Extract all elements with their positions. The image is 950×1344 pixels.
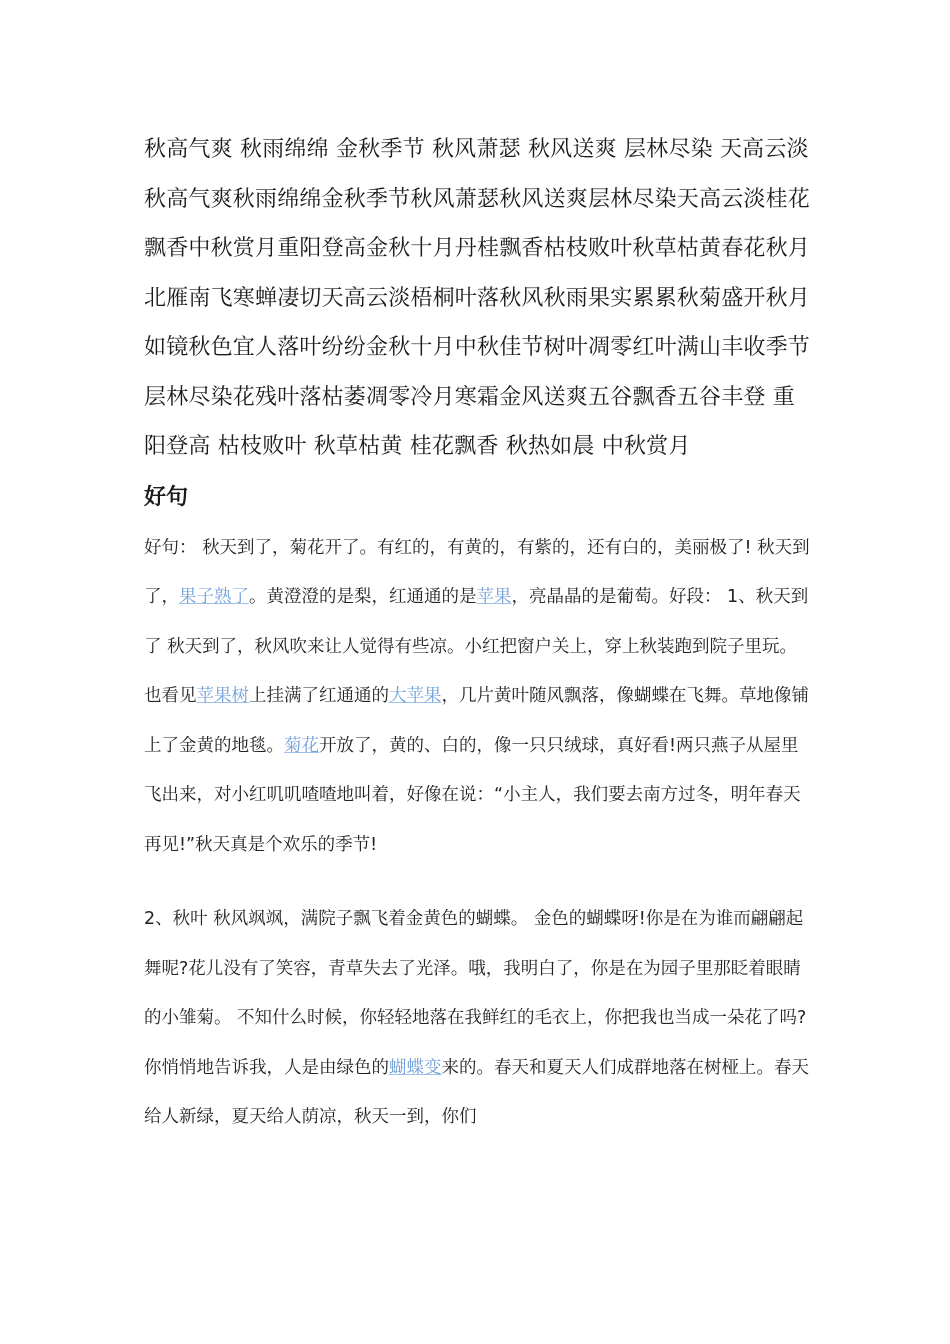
link-butterfly-change[interactable]: 蝴蝶变 (389, 1057, 442, 1078)
link-fruit-ripe[interactable]: 果子熟了 (179, 587, 249, 607)
vocab-paragraph: 秋高气爽 秋雨绵绵 金秋季节 秋风萧瑟 秋风送爽 层林尽染 天高云淡 秋高气爽秋雨绵绵金秋季节秋风萧瑟秋风送爽层林尽染天高云淡桂花飘香中秋赏月重阳登高金秋十月丹桂飘香枯枝败叶秋草枯黄春花秋月北雁南飞寒蝉凄切天高云淡梧桐叶落秋风秋雨果实累累秋菊盛开秋月如镜秋色宜人落叶纷纷金秋十月中秋佳节树叶凋零红叶满山丰收季节层林尽染花残叶落枯萎凋零冷月寒霜金风送爽五谷飘香五谷丰登 重阳登高 枯枝败叶 秋草枯黄 桂花飘香 秋热如晨 中秋赏月 (144, 137, 811, 459)
section-heading: 好句 (144, 484, 189, 510)
link-apple-tree[interactable]: 苹果树 (196, 686, 249, 706)
document-content (144, 125, 814, 1143)
paragraph-autumn-leaves: 2、秋叶 秋风飒飒，满院子飘飞着金黄色的蝴蝶。 金色的蝴蝶呀!你是在为谁而翩翩起舞呢?花儿没有了笑容，青草失去了光泽。哦，我明白了，你是在为园子里那眨着眼睛的小雏菊。 不知什么时候，你轻轻地落在我鲜红的毛衣上，你把我也当成一朵花了吗? 你悄悄地告诉我，人是由绿色的蝴蝶变来的。春天和夏天人们成群地落在树桠上。春天给人新绿，夏天给人荫凉，秋天一到，你们 (144, 909, 809, 1127)
paragraph-gap (144, 870, 814, 895)
link-apple[interactable]: 苹果 (476, 587, 512, 607)
paragraph-good-sentences: 好句： 秋天到了，菊花开了。有红的，有黄的，有紫的，还有白的，美丽极了! 秋天到了，果子熟了。黄澄澄的是梨，红通通的是苹果，亮晶晶的是葡萄。好段： 1、秋天到了 秋天到了，秋风吹来让人觉得有些凉。小红把窗户关上，穿上秋装跑到院子里玩。也看见苹果树上挂满了红通通的大苹果，几片黄叶随风飘落，像蝴蝶在飞舞。草地像铺上了金黄的地毯。菊花开放了，黄的、白的，像一只只绒球，真好看!两只燕子从屋里飞出来，对小红叽叽喳喳地叫着，好像在说：“小主人，我们要去南方过冬，明年春天再见!”秋天真是个欢乐的季节! (144, 537, 810, 855)
link-big-apple[interactable]: 大苹果 (389, 686, 442, 706)
link-chrysanthemum[interactable]: 菊花 (284, 735, 319, 756)
